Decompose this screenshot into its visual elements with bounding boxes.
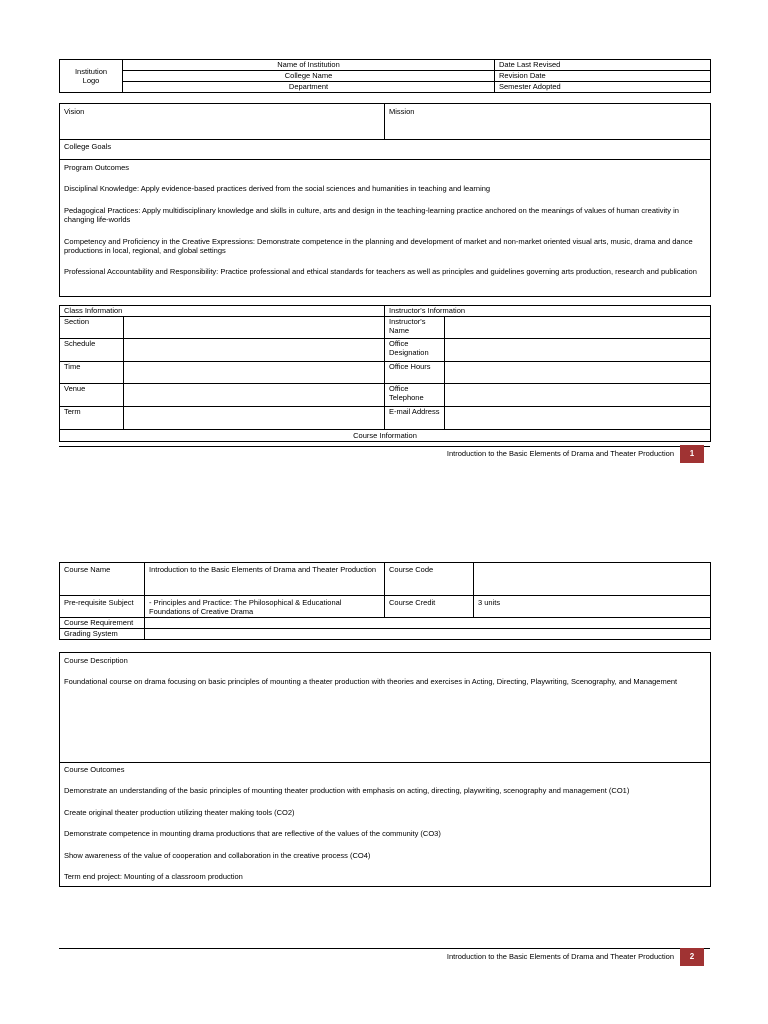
email-value xyxy=(445,407,711,430)
instructor-name-value xyxy=(445,317,711,339)
course-description xyxy=(60,653,711,763)
class-information-title: Class Information xyxy=(60,306,385,317)
course-code-value xyxy=(474,563,711,596)
course-outcome-item: Term end project: Mounting of a classroom production xyxy=(64,871,243,881)
class-info-table xyxy=(59,305,711,442)
course-credit-value: 3 units xyxy=(474,596,711,618)
outcome-item: Pedagogical Practices: Apply multidisciplinary knowledge and skills in culture, arts and design in the teaching-learning practice anchored on the meanings of values of human creativity in changing life-worlds xyxy=(64,205,679,225)
outcome-item: Competency and Proficiency in the Creative Expressions: Demonstrate competence in the planning and development of market and non-market oriented visual arts, music, drama and dance productions in local, regional, and global settings xyxy=(64,236,693,255)
course-outcome-item: Demonstrate competence in mounting drama productions that are reflective of the values of the community (CO3) xyxy=(64,829,441,839)
page-number-2: 2 xyxy=(680,948,704,966)
time-label: Time xyxy=(60,362,124,384)
outcome-item: Professional Accountability and Responsibility: Practice professional and ethical standards for teachers as well as principles and guidelines governing arts production, research and publication xyxy=(64,267,697,277)
course-outcome-item: Demonstrate an understanding of the basic principles of mounting theater production with emphasis on acting, directing, playwriting, scenography and management (CO1) xyxy=(64,786,630,796)
office-designation-label: Office Designation xyxy=(385,339,445,362)
grading-system-value xyxy=(145,629,711,640)
date-last-revised: Date Last Revised xyxy=(495,60,711,71)
course-requirement-label: Course Requirement xyxy=(60,618,145,629)
office-designation-value xyxy=(445,339,711,362)
section-label: Section xyxy=(60,317,124,339)
schedule-label: Schedule xyxy=(60,339,124,362)
footer-rule-1 xyxy=(59,446,710,447)
course-credit-label: Course Credit xyxy=(385,596,474,618)
course-name-label: Course Name xyxy=(60,563,145,596)
course-code-label: Course Code xyxy=(385,563,474,596)
course-outcome-item: Show awareness of the value of cooperation and collaboration in the creative process (CO4) xyxy=(64,850,371,860)
office-hours-label: Office Hours xyxy=(385,362,445,384)
course-description-text: Foundational course on drama focusing on basic principles of mounting a theater production with theories and exercises in Acting, Directing, Playwriting, Scenography, and Management xyxy=(64,677,678,687)
course-description-title: Course Description xyxy=(64,656,128,665)
course-name-value: Introduction to the Basic Elements of Drama and Theater Production xyxy=(145,563,385,596)
course-information-title: Course Information xyxy=(60,430,711,442)
office-telephone-label: Office Telephone xyxy=(385,384,445,407)
header-table xyxy=(59,59,711,93)
course-table xyxy=(59,562,711,640)
grading-system-label: Grading System xyxy=(60,629,145,640)
department: Department xyxy=(123,82,495,93)
vmg-table xyxy=(59,103,711,297)
program-outcomes-title: Program Outcomes xyxy=(64,163,130,172)
revision-date: Revision Date xyxy=(495,71,711,82)
section-value xyxy=(124,317,385,339)
institution-logo: Institution Logo xyxy=(60,60,123,93)
page-number-1: 1 xyxy=(680,445,704,463)
college-name: College Name xyxy=(123,71,495,82)
footer-title-1: Introduction to the Basic Elements of Drama and Theater Production xyxy=(446,449,674,458)
prerequisite-label: Pre-requisite Subject xyxy=(60,596,145,618)
institution-name: Name of Institution xyxy=(123,60,495,71)
mission-cell: Mission xyxy=(385,104,711,140)
program-outcomes xyxy=(60,160,711,297)
venue-value xyxy=(124,384,385,407)
description-table xyxy=(59,652,711,887)
vision-cell: Vision xyxy=(60,104,385,140)
course-outcomes xyxy=(60,763,711,887)
office-hours-value xyxy=(445,362,711,384)
semester-adopted: Semester Adopted xyxy=(495,82,711,93)
course-outcomes-title: Course Outcomes xyxy=(64,765,125,774)
time-value xyxy=(124,362,385,384)
schedule-value xyxy=(124,339,385,362)
course-requirement-value xyxy=(145,618,711,629)
prerequisite-value: - Principles and Practice: The Philosophical & Educational Foundations of Creative Drama xyxy=(145,596,385,618)
outcome-item: Disciplinal Knowledge: Apply evidence-based practices derived from the social sciences and humanities in teaching and learning xyxy=(64,184,491,194)
instructor-name-label: Instructor's Name xyxy=(385,317,445,339)
footer-rule-2 xyxy=(59,948,710,949)
college-goals: College Goals xyxy=(60,140,711,160)
course-outcome-item: Create original theater production utilizing theater making tools (CO2) xyxy=(64,807,295,817)
footer-title-2: Introduction to the Basic Elements of Drama and Theater Production xyxy=(446,952,674,961)
venue-label: Venue xyxy=(60,384,124,407)
office-telephone-value xyxy=(445,384,711,407)
term-value xyxy=(124,407,385,430)
term-label: Term xyxy=(60,407,124,430)
email-label: E-mail Address xyxy=(385,407,445,430)
instructor-information-title: Instructor's Information xyxy=(385,306,711,317)
